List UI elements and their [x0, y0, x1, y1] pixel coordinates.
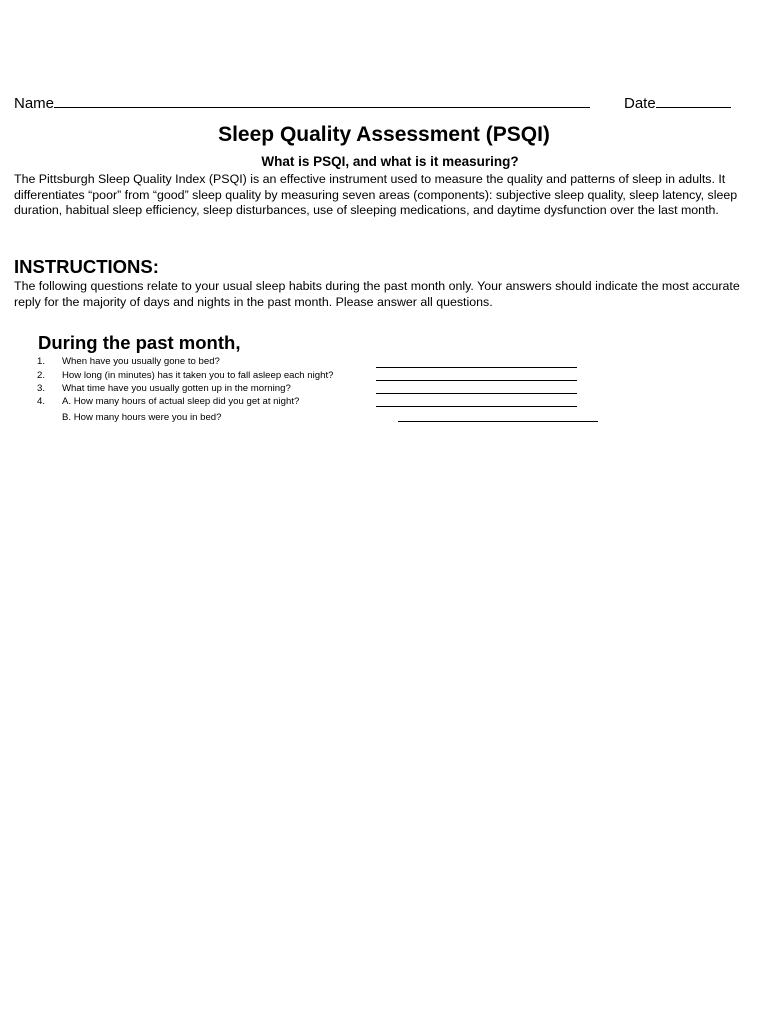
question-text: How long (in minutes) has it taken you to fall asleep each night? [62, 370, 334, 381]
instructions-heading: INSTRUCTIONS: [14, 256, 159, 277]
question-text: When have you usually gone to bed? [62, 356, 220, 367]
question-number: 2. [37, 370, 46, 381]
page-subtitle: What is PSQI, and what is it measuring? [261, 154, 519, 169]
intro-paragraph: The Pittsburgh Sleep Quality Index (PSQI) is an effective instrument used to measure the quality and patterns of sleep in adults. It differentiates “poor” from “good” sleep quality by measuring seven areas (components): subjective sleep quality, sleep latency, sleep duration, habitual sleep efficiency, sleep disturbances, use of sleeping medications, and daytime dysfunction over the last month. [14, 172, 738, 217]
answer-line[interactable] [376, 367, 577, 368]
answer-line[interactable] [376, 393, 577, 394]
question-number: 4. [37, 396, 46, 407]
answer-line[interactable] [376, 380, 577, 381]
answer-line[interactable] [376, 406, 577, 407]
date-label: Date [624, 95, 656, 112]
name-blank-line[interactable] [54, 93, 590, 108]
page-title: Sleep Quality Assessment (PSQI) [218, 123, 550, 146]
name-label: Name [14, 95, 55, 112]
section-heading: During the past month, [38, 332, 241, 353]
question-number: 3. [37, 383, 46, 394]
instructions-text: The following questions relate to your usual sleep habits during the past month only. Your answers should indicate the most accurate reply for the majority of days and nights in the past month. Please answer all questions. [14, 279, 740, 309]
question-number: 1. [37, 356, 46, 367]
answer-line[interactable] [398, 421, 598, 422]
question-text: A. How many hours of actual sleep did you get at night? [62, 396, 300, 407]
date-blank-line[interactable] [656, 93, 731, 108]
date-field[interactable] [624, 93, 731, 113]
name-field[interactable] [14, 93, 590, 113]
question-text: B. How many hours were you in bed? [62, 412, 222, 423]
question-text: What time have you usually gotten up in the morning? [62, 383, 291, 394]
